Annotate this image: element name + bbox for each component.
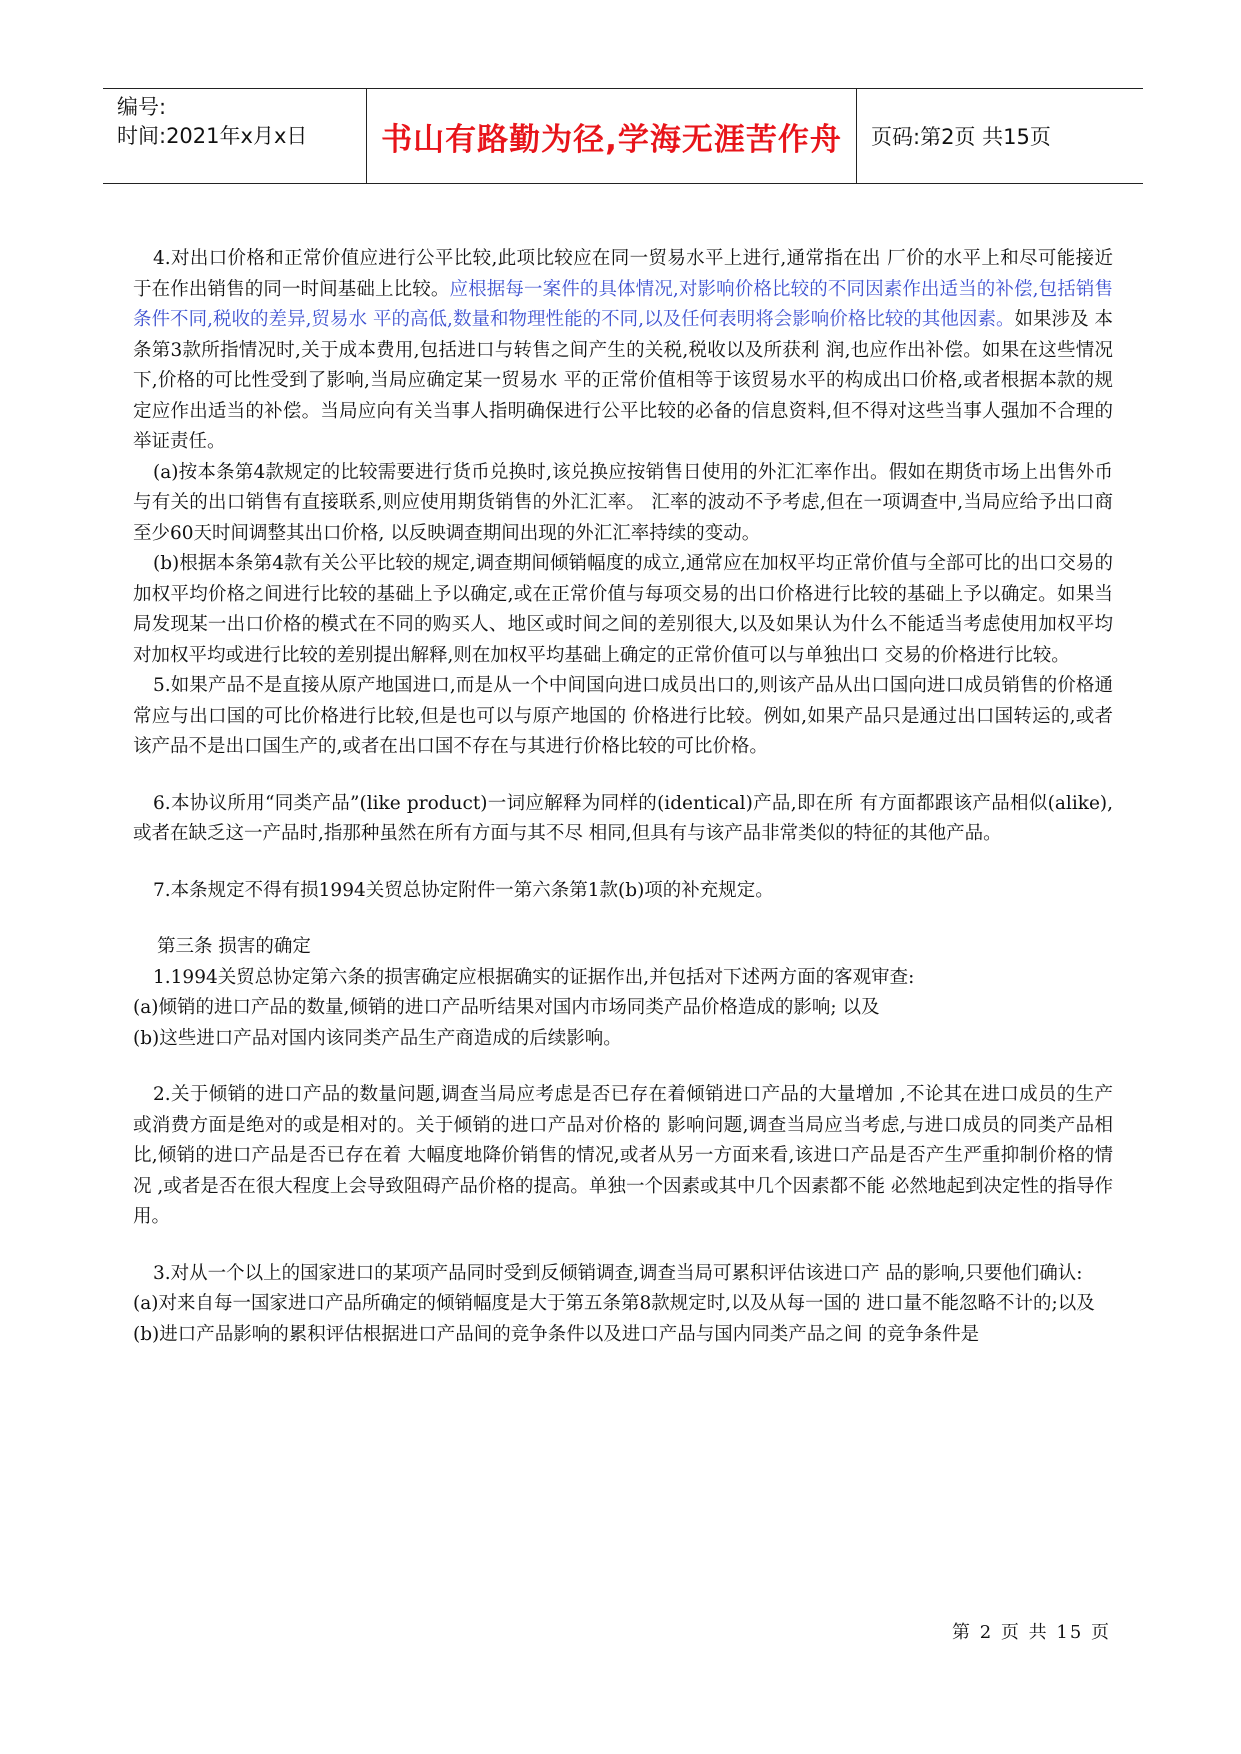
article-3-paragraph-1a: (a)倾销的进口产品的数量,倾销的进口产品听结果对国内市场同类产品价格造成的影响; 以及 (133, 997, 880, 1018)
spacer (133, 850, 1113, 876)
page-footer: 第 2 页 共 15 页 (952, 1622, 1111, 1643)
document-body (133, 244, 1113, 1350)
paragraph-4-part-2: 如果涉及 本条第3款所指情况时,关于成本费用,包括进口与转售之间产生的关税,税收以及所获利 润,也应作出补偿。如果在这些情况下,价格的可比性受到了影响,当局应确定某一贸易水 平的正常价值相等于该贸易水平的构成出口价格,或者根据本款的规定应作出适当的补偿。当局应向有关当事人指明确保进行公平比较的必备的信息资料,但不得对这些当事人强加不合理的举证责任。 (133, 309, 1113, 452)
header-page-info: 页码:第2页 共15页 (871, 125, 1051, 149)
paragraph-7: 7.本条规定不得有损1994关贸总协定附件一第六条第1款(b)项的补充规定。 (153, 879, 774, 901)
spacer (133, 1054, 1113, 1080)
article-3-paragraph-2: 2.关于倾销的进口产品的数量问题,调查当局应考虑是否已存在着倾销进口产品的大量增加 ,不论其在进口成员的生产或消费方面是绝对的或是相对的。关于倾销的进口产品对价格的 影响问题,调查当局应当考虑,与进口成员的同类产品相比,倾销的进口产品是否已存在着 大幅度地降价销售的情况,或者从另一方面来看,该进口产品是否产生严重抑制价格的情况 ,或者是否在很大程度上会导致阻碍产品价格的提高。单独一个因素或其中几个因素都不能 必然地起到决定性的指导作用。 (133, 1084, 1113, 1227)
article-3-paragraph-3: 3.对从一个以上的国家进口的某项产品同时受到反倾销调查,调查当局可累积评估该进口产 品的影响,只要他们确认: (153, 1262, 1083, 1284)
article-3-paragraph-1: 1.1994关贸总协定第六条的损害确定应根据确实的证据作出,并包括对下述两方面的客观审查: (153, 966, 915, 988)
paragraph-4-highlight: 应根据每一案件的具体情况,对影响价格比较的不同因素作出适当的补偿,包括销售条件不同,税收的差异,贸易水 平的高低,数量和物理性能的不同,以及任何表明将会影响价格比较的其他因素。 (133, 278, 1113, 330)
document-number-label: 编号: (117, 95, 167, 119)
paragraph-4a: (a)按本条第4款规定的比较需要进行货币兑换时,该兑换应按销售日使用的外汇汇率作出。假如在期货市场上出售外币与有关的出口销售有直接联系,则应使用期货销售的外汇汇率。 汇率的波动不予考虑,但在一项调查中,当局应给予出口商至少60天时间调整其出口价格, 以反映调查期间出现的外汇汇率持续的变动。 (133, 461, 1113, 544)
paragraph-6: 6.本协议所用“同类产品”(like product)一词应解释为同样的(identical)产品,即在所 有方面都跟该产品相似(alike),或者在缺乏这一产品时,指那种虽然在所有方面与其不尽 相同,但具有与该产品非常类似的特征的其他产品。 (133, 792, 1113, 844)
paragraph-5: 5.如果产品不是直接从原产地国进口,而是从一个中间国向进口成员出口的,则该产品从出口国向进口成员销售的价格通常应与出口国的可比价格进行比较,但是也可以与原产地国的 价格进行比较。例如,如果产品只是通过出口国转运的,或者该产品不是出口国生产的,或者在出口国不存在与其进行价格比较的可比价格。 (133, 675, 1113, 757)
paragraph-4b: (b)根据本条第4款有关公平比较的规定,调查期间倾销幅度的成立,通常应在加权平均正常价值与全部可比的出口交易的加权平均价格之间进行比较的基础上予以确定,或在正常价值与每项交易的出口价格进行比较的基础上予以确定。如果当局发现某一出口价格的模式在不同的购买人、地区或时间之间的差别很大,以及如果认为什么不能适当考虑使用加权平均对加权平均或进行比较的差别提出解释,则在加权平均基础上确定的正常价值可以与单独出口 交易的价格进行比较。 (133, 553, 1113, 666)
spacer (133, 763, 1113, 789)
paragraph-4-part-1: 4.对出口价格和正常价值应进行公平比较,此项比较应在同一贸易水平上进行,通常指在出 厂价的水平上和尽可能接近于在作出销售的同一时间基础上比较。 (133, 248, 1113, 300)
spacer (133, 1233, 1113, 1259)
article-3-paragraph-3b: (b)进口产品影响的累积评估根据进口产品间的竞争条件以及进口产品与国内同类产品之间 的竞争条件是 (133, 1323, 980, 1345)
header-meta (103, 89, 367, 183)
article-3-paragraph-3a: (a)对来自每一国家进口产品所确定的倾销幅度是大于第五条第8款规定时,以及从每一国的 进口量不能忽略不计的;以及 (133, 1293, 1095, 1314)
article-3-paragraph-1b: (b)这些进口产品对国内该同类产品生产商造成的后续影响。 (133, 1027, 622, 1049)
paragraph-4 (133, 244, 1113, 458)
article-3-title: 第三条 损害的确定 (157, 936, 311, 957)
page-header (103, 88, 1143, 184)
spacer (133, 906, 1113, 932)
header-motto: 书山有路勤为径,学海无涯苦作舟 (367, 89, 857, 183)
document-time-label: 时间:2021年x月x日 (117, 124, 308, 148)
